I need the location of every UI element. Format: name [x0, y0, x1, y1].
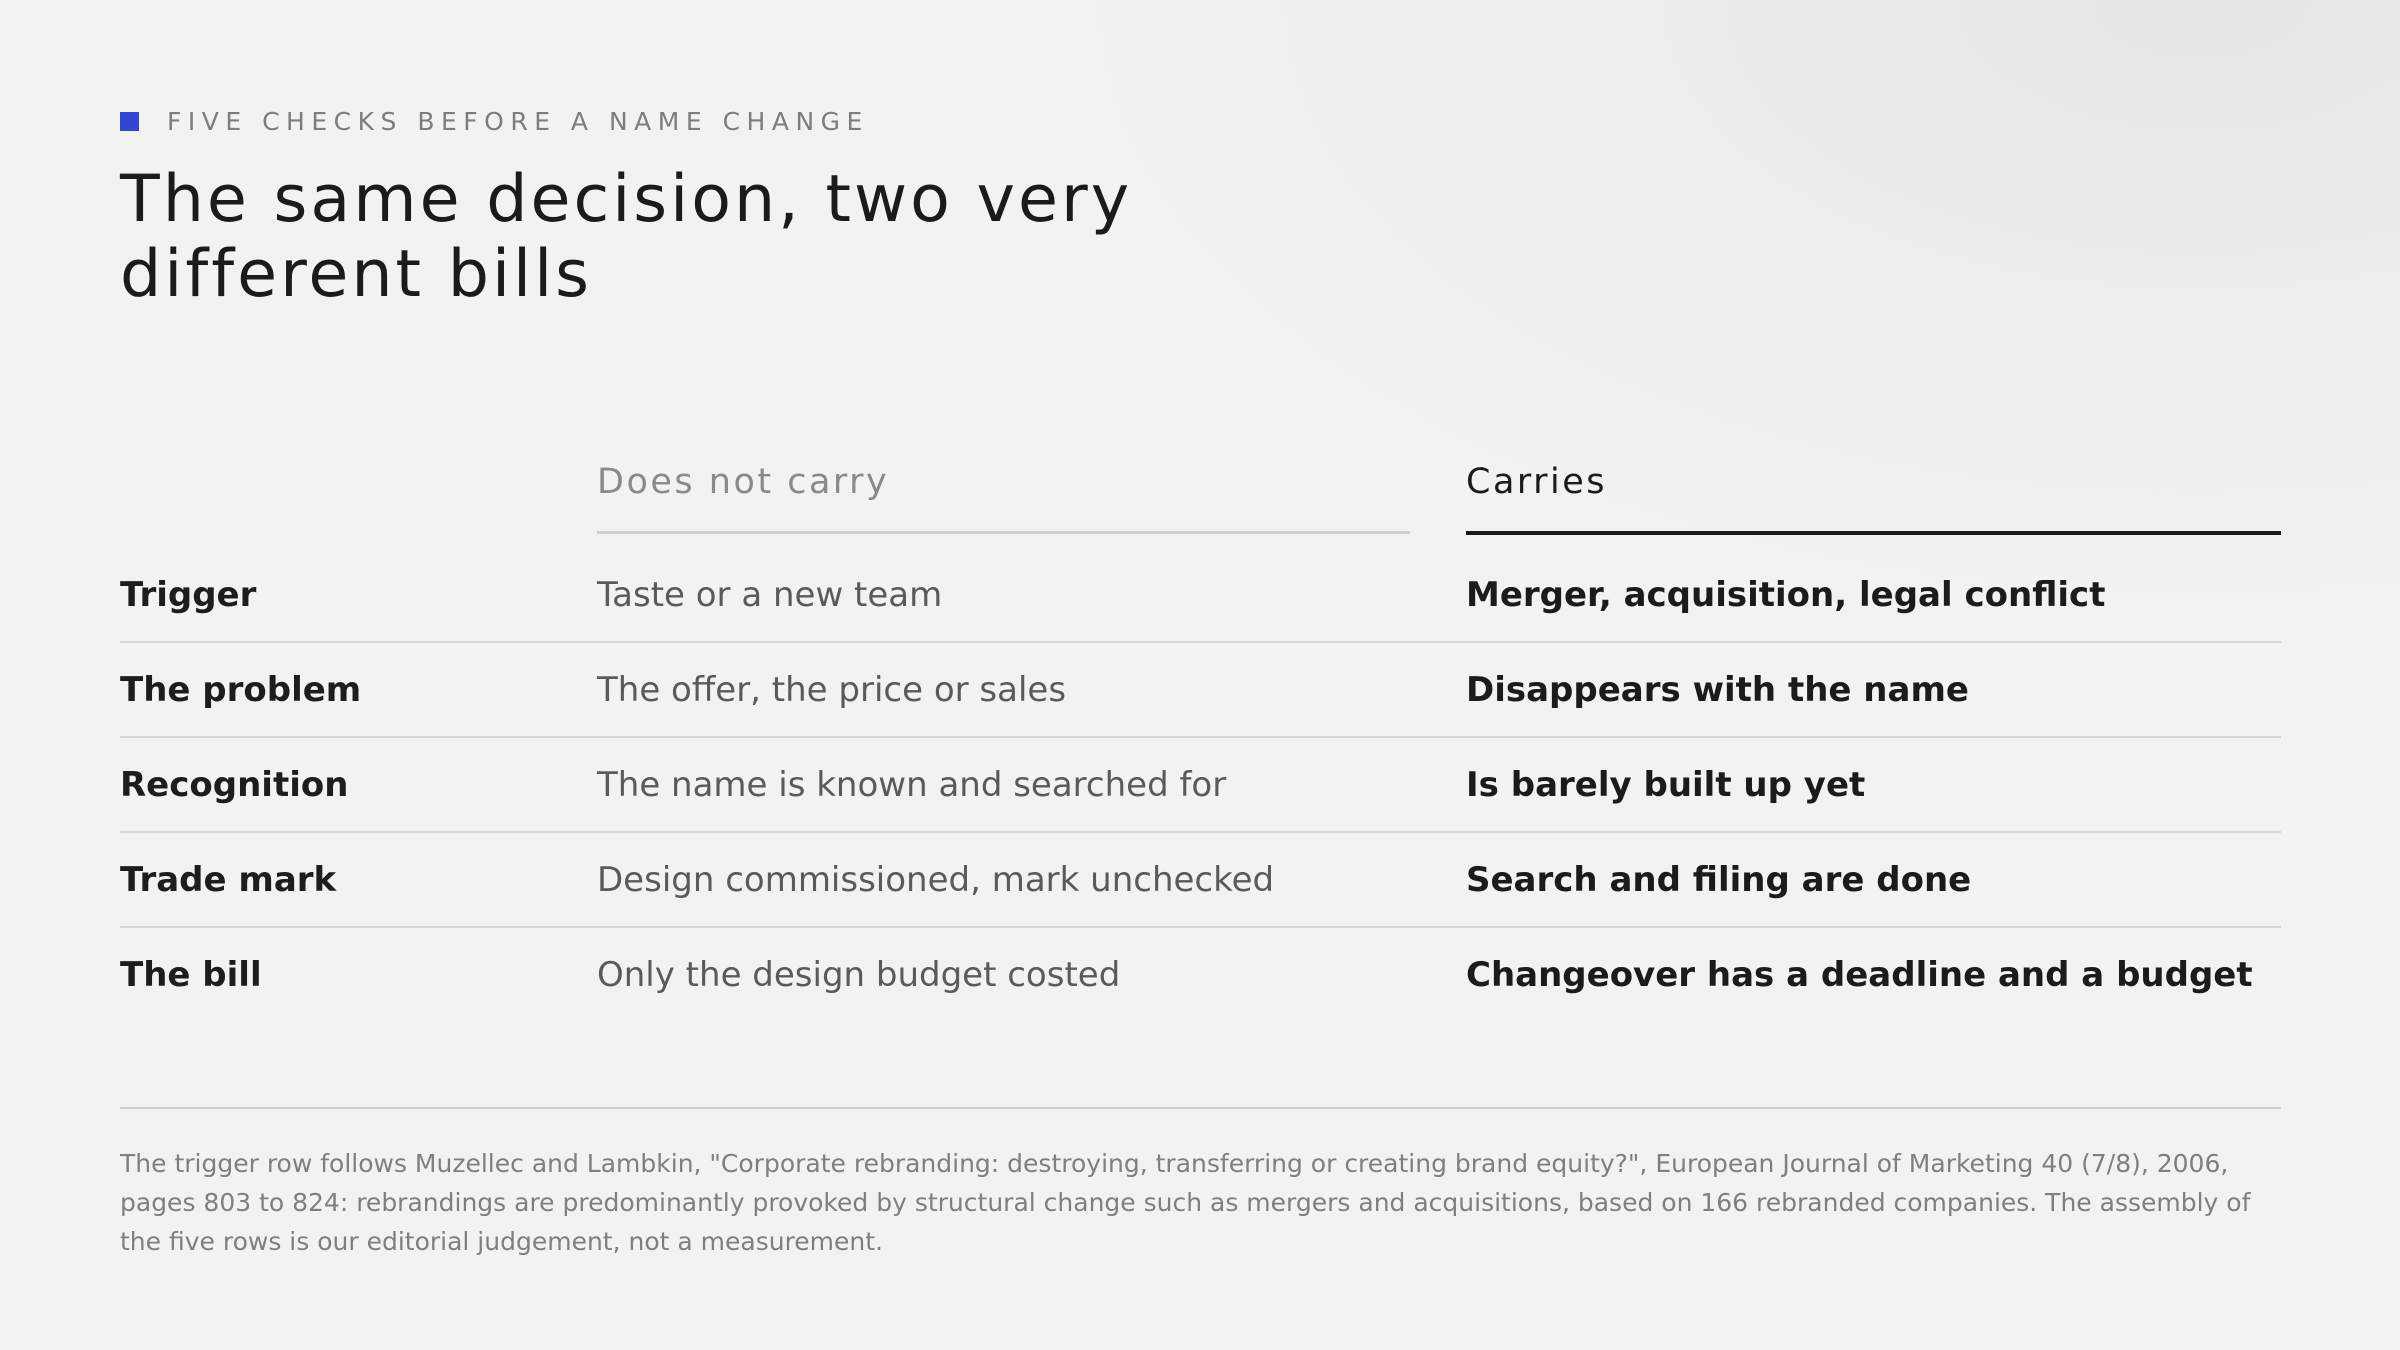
section-kicker [120, 104, 869, 138]
cell-does-not-carry: Design commissioned, mark unchecked [597, 860, 1275, 900]
cell-does-not-carry: Only the design budget costed [597, 955, 1121, 995]
cell-does-not-carry: Taste or a new team [597, 575, 943, 615]
column-header-does-not-carry: Does not carry [597, 462, 890, 502]
table-row [120, 833, 2281, 928]
row-label: The bill [120, 955, 262, 995]
cell-carries: Is barely built up yet [1466, 765, 1866, 805]
kicker-text: FIVE CHECKS BEFORE A NAME CHANGE [167, 106, 869, 136]
square-bullet-icon [120, 112, 139, 131]
table-row [120, 928, 2281, 1023]
footnote: The trigger row follows Muzellec and Lambkin, "Corporate rebranding: destroying, transferring or creating brand equity?", European Journal of Marketing 40 (7/8), 2006, pages 803 to 824: rebrandings are predominantly provoked by structural change such as mergers and acquisitions, based on 166 rebranded companies. The assembly of the five rows is our editorial judgement, not a measurement. [120, 1149, 2251, 1256]
page-title: The same decision, two very different bills [120, 162, 1133, 312]
cell-carries: Changeover has a deadline and a budget [1466, 955, 2253, 995]
cell-does-not-carry: The offer, the price or sales [597, 670, 1067, 710]
column-header-rule-carries [1466, 531, 2281, 535]
column-header-carries: Carries [1466, 462, 1608, 502]
row-label: Recognition [120, 765, 349, 805]
table-row [120, 548, 2281, 643]
row-label: The problem [120, 670, 362, 710]
table-row [120, 643, 2281, 738]
cell-carries: Disappears with the name [1466, 670, 1969, 710]
row-label: Trigger [120, 575, 257, 615]
cell-carries: Search and filing are done [1466, 860, 1972, 900]
row-label: Trade mark [120, 860, 337, 900]
table-row [120, 738, 2281, 833]
column-header-rule-does-not-carry [597, 531, 1410, 534]
footnote-divider [120, 1107, 2281, 1109]
cell-does-not-carry: The name is known and searched for [597, 765, 1227, 805]
cell-carries: Merger, acquisition, legal conflict [1466, 575, 2106, 615]
comparison-table [120, 548, 2281, 1023]
